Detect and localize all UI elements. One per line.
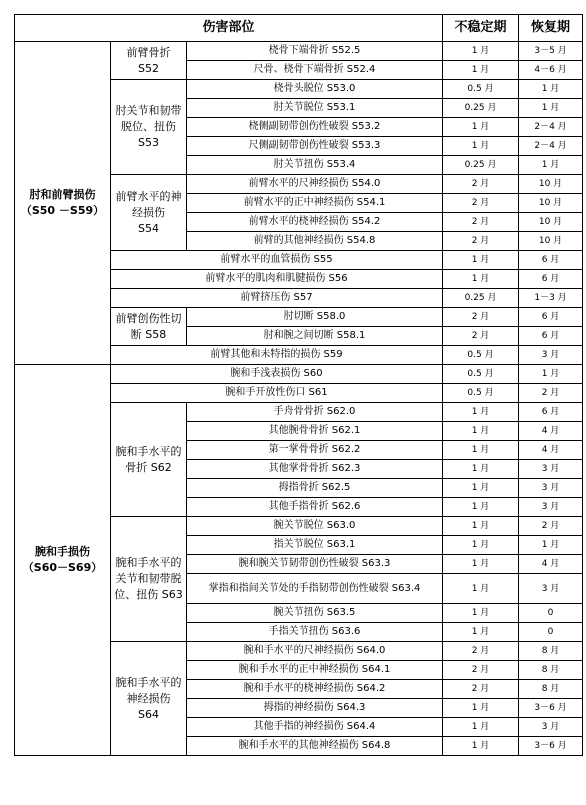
injury-item: 前臂水平的正中神经损伤 S54.1 bbox=[187, 194, 443, 213]
recovery-cell: 8 月 bbox=[519, 661, 583, 680]
table-row bbox=[15, 42, 583, 61]
injury-recovery-table bbox=[14, 14, 583, 756]
injury-item: 腕关节扭伤 S63.5 bbox=[187, 604, 443, 623]
injury-item: 尺骨、桡骨下端骨折 S52.4 bbox=[187, 61, 443, 80]
unstable-cell: 1 月 bbox=[443, 42, 519, 61]
recovery-cell: 10 月 bbox=[519, 194, 583, 213]
unstable-cell: 1 月 bbox=[443, 61, 519, 80]
table-row bbox=[15, 365, 583, 384]
group-cell bbox=[15, 365, 111, 756]
recovery-cell: 2－4 月 bbox=[519, 137, 583, 156]
injury-item: 其他掌骨骨折 S62.3 bbox=[187, 460, 443, 479]
unstable-cell: 1 月 bbox=[443, 555, 519, 574]
unstable-cell: 1 月 bbox=[443, 422, 519, 441]
injury-item: 腕关节脱位 S63.0 bbox=[187, 517, 443, 536]
unstable-cell: 1 月 bbox=[443, 517, 519, 536]
injury-item: 桡侧副韧带创伤性破裂 S53.2 bbox=[187, 118, 443, 137]
recovery-cell: 1 月 bbox=[519, 156, 583, 175]
recovery-cell: 2 月 bbox=[519, 384, 583, 403]
unstable-cell: 0.5 月 bbox=[443, 80, 519, 99]
unstable-cell: 1 月 bbox=[443, 498, 519, 517]
recovery-cell: 3 月 bbox=[519, 460, 583, 479]
injury-item: 腕和手水平的尺神经损伤 S64.0 bbox=[187, 642, 443, 661]
unstable-cell: 1 月 bbox=[443, 118, 519, 137]
unstable-cell: 0.5 月 bbox=[443, 384, 519, 403]
recovery-cell: 6 月 bbox=[519, 270, 583, 289]
injury-item: 腕和手水平的其他神经损伤 S64.8 bbox=[187, 737, 443, 756]
injury-item: 桡骨下端骨折 S52.5 bbox=[187, 42, 443, 61]
unstable-cell: 1 月 bbox=[443, 623, 519, 642]
group-name: 腕和手损伤 bbox=[35, 545, 90, 558]
unstable-cell: 2 月 bbox=[443, 308, 519, 327]
injury-item: 掌指和指间关节处的手指韧带创伤性破裂 S63.4 bbox=[187, 574, 443, 604]
recovery-cell: 3－6 月 bbox=[519, 737, 583, 756]
unstable-cell: 2 月 bbox=[443, 175, 519, 194]
recovery-cell: 3－5 月 bbox=[519, 42, 583, 61]
recovery-cell: 3 月 bbox=[519, 574, 583, 604]
unstable-cell: 0.25 月 bbox=[443, 156, 519, 175]
injury-item: 前臂水平的尺神经损伤 S54.0 bbox=[187, 175, 443, 194]
injury-item: 前臂水平的桡神经损伤 S54.2 bbox=[187, 213, 443, 232]
subgroup-cell: 前臂创伤性切断 S58 bbox=[111, 308, 187, 346]
recovery-cell: 1 月 bbox=[519, 365, 583, 384]
unstable-cell: 2 月 bbox=[443, 213, 519, 232]
injury-item: 其他手指骨折 S62.6 bbox=[187, 498, 443, 517]
group-code: （S50 －S59） bbox=[20, 204, 105, 217]
unstable-cell: 0.25 月 bbox=[443, 289, 519, 308]
recovery-cell: 4 月 bbox=[519, 422, 583, 441]
unstable-cell: 1 月 bbox=[443, 479, 519, 498]
injury-item: 腕和腕关节韧带创伤性破裂 S63.3 bbox=[187, 555, 443, 574]
group-name: 肘和前臂损伤 bbox=[29, 188, 96, 201]
recovery-cell: 3 月 bbox=[519, 346, 583, 365]
subgroup-cell: 前臂骨折 S52 bbox=[111, 42, 187, 80]
unstable-cell: 2 月 bbox=[443, 642, 519, 661]
injury-item: 尺侧副韧带创伤性破裂 S53.3 bbox=[187, 137, 443, 156]
unstable-cell: 1 月 bbox=[443, 718, 519, 737]
injury-item: 肘切断 S58.0 bbox=[187, 308, 443, 327]
unstable-cell: 1 月 bbox=[443, 137, 519, 156]
injury-item: 前臂的其他神经损伤 S54.8 bbox=[187, 232, 443, 251]
injury-item: 指关节脱位 S63.1 bbox=[187, 536, 443, 555]
unstable-cell: 0.5 月 bbox=[443, 365, 519, 384]
injury-item: 拇指的神经损伤 S64.3 bbox=[187, 699, 443, 718]
recovery-cell: 1 月 bbox=[519, 536, 583, 555]
unstable-cell: 2 月 bbox=[443, 680, 519, 699]
unstable-cell: 1 月 bbox=[443, 536, 519, 555]
injury-item: 肘关节扭伤 S53.4 bbox=[187, 156, 443, 175]
injury-item: 第一掌骨骨折 S62.2 bbox=[187, 441, 443, 460]
injury-item: 前臂挤压伤 S57 bbox=[111, 289, 443, 308]
recovery-cell: 6 月 bbox=[519, 327, 583, 346]
recovery-cell: 10 月 bbox=[519, 213, 583, 232]
unstable-cell: 2 月 bbox=[443, 327, 519, 346]
recovery-cell: 1 月 bbox=[519, 80, 583, 99]
unstable-cell: 0.5 月 bbox=[443, 346, 519, 365]
injury-item: 腕和手水平的正中神经损伤 S64.1 bbox=[187, 661, 443, 680]
recovery-cell: 10 月 bbox=[519, 175, 583, 194]
unstable-cell: 2 月 bbox=[443, 661, 519, 680]
recovery-cell: 6 月 bbox=[519, 251, 583, 270]
recovery-cell: 4 月 bbox=[519, 555, 583, 574]
recovery-cell: 6 月 bbox=[519, 403, 583, 422]
injury-item: 桡骨头脱位 S53.0 bbox=[187, 80, 443, 99]
unstable-cell: 1 月 bbox=[443, 441, 519, 460]
subgroup-cell: 腕和手水平的骨折 S62 bbox=[111, 403, 187, 517]
unstable-cell: 1 月 bbox=[443, 460, 519, 479]
injury-item: 前臂水平的肌肉和肌腱损伤 S56 bbox=[111, 270, 443, 289]
header-recovery: 恢复期 bbox=[519, 15, 583, 42]
injury-item: 手指关节扭伤 S63.6 bbox=[187, 623, 443, 642]
recovery-cell: 3 月 bbox=[519, 479, 583, 498]
recovery-cell: 3 月 bbox=[519, 498, 583, 517]
group-code: （S60－S69） bbox=[22, 561, 103, 574]
unstable-cell: 2 月 bbox=[443, 232, 519, 251]
header-unstable: 不稳定期 bbox=[443, 15, 519, 42]
injury-item: 肘和腕之间切断 S58.1 bbox=[187, 327, 443, 346]
recovery-cell: 10 月 bbox=[519, 232, 583, 251]
recovery-cell: 1－3 月 bbox=[519, 289, 583, 308]
group-cell bbox=[15, 42, 111, 365]
recovery-cell: 8 月 bbox=[519, 642, 583, 661]
unstable-cell: 1 月 bbox=[443, 574, 519, 604]
unstable-cell: 1 月 bbox=[443, 270, 519, 289]
recovery-cell: 1 月 bbox=[519, 99, 583, 118]
injury-item: 腕和手开放性伤口 S61 bbox=[111, 384, 443, 403]
injury-item: 腕和手浅表损伤 S60 bbox=[111, 365, 443, 384]
recovery-cell: 4 月 bbox=[519, 441, 583, 460]
recovery-cell: 4－6 月 bbox=[519, 61, 583, 80]
injury-item: 手舟骨骨折 S62.0 bbox=[187, 403, 443, 422]
recovery-cell: 2－4 月 bbox=[519, 118, 583, 137]
injury-item: 前臂水平的血管损伤 S55 bbox=[111, 251, 443, 270]
recovery-cell: 0 bbox=[519, 604, 583, 623]
unstable-cell: 1 月 bbox=[443, 604, 519, 623]
recovery-cell: 3－6 月 bbox=[519, 699, 583, 718]
unstable-cell: 0.25 月 bbox=[443, 99, 519, 118]
subgroup-cell: 腕和手水平的关节和韧带脱位、扭伤 S63 bbox=[111, 517, 187, 642]
recovery-cell: 2 月 bbox=[519, 517, 583, 536]
injury-item: 其他手指的神经损伤 S64.4 bbox=[187, 718, 443, 737]
unstable-cell: 1 月 bbox=[443, 699, 519, 718]
unstable-cell: 1 月 bbox=[443, 251, 519, 270]
header-site: 伤害部位 bbox=[15, 15, 443, 42]
injury-item: 腕和手水平的桡神经损伤 S64.2 bbox=[187, 680, 443, 699]
unstable-cell: 1 月 bbox=[443, 403, 519, 422]
subgroup-cell: 前臂水平的神经损伤 S54 bbox=[111, 175, 187, 251]
table-body bbox=[15, 42, 583, 756]
recovery-cell: 8 月 bbox=[519, 680, 583, 699]
injury-item: 其他腕骨骨折 S62.1 bbox=[187, 422, 443, 441]
recovery-cell: 3 月 bbox=[519, 718, 583, 737]
recovery-cell: 0 bbox=[519, 623, 583, 642]
subgroup-cell: 腕和手水平的神经损伤 S64 bbox=[111, 642, 187, 756]
injury-item: 肘关节脱位 S53.1 bbox=[187, 99, 443, 118]
injury-item: 前臂其他和未特指的损伤 S59 bbox=[111, 346, 443, 365]
subgroup-cell: 肘关节和韧带脱位、扭伤 S53 bbox=[111, 80, 187, 175]
unstable-cell: 2 月 bbox=[443, 194, 519, 213]
unstable-cell: 1 月 bbox=[443, 737, 519, 756]
injury-item: 拇指骨折 S62.5 bbox=[187, 479, 443, 498]
recovery-cell: 6 月 bbox=[519, 308, 583, 327]
